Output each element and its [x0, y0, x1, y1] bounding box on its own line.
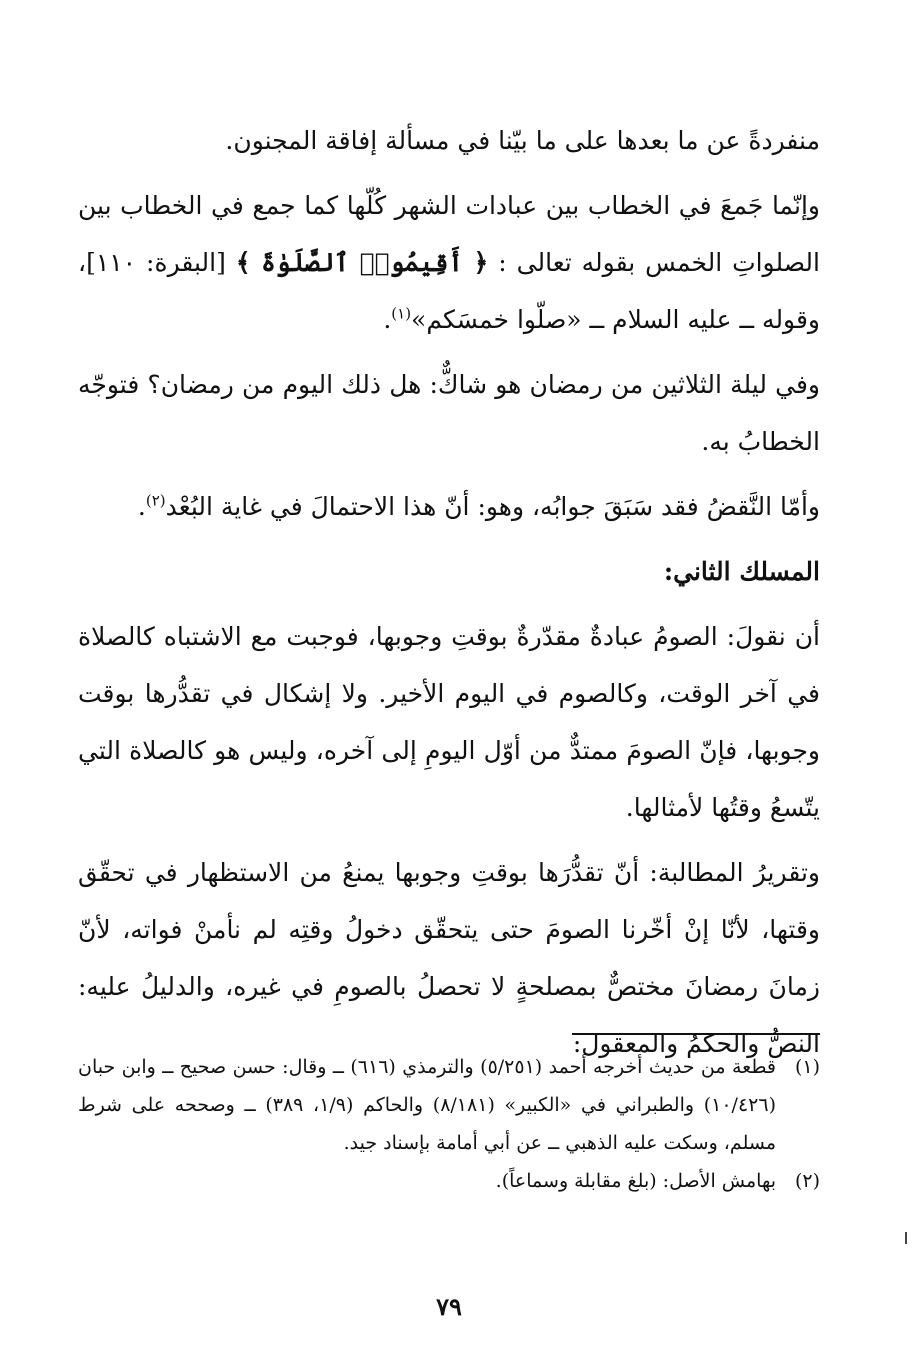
paragraph-5	[78, 608, 820, 836]
paragraph-6-text: وتقريرُ المطالبة: أنّ تقدُّرَها بوقتِ وجوبها يمنعُ من الاستظهار في تحقّق وقتها، لأنّا إنْ أخّرنا الصومَ حتى يتحقّق دخولُ وقتِه لم نأمنْ فواته، لأنّ زمانَ رمضانَ مختصٌّ بمصلحةٍ لا تحصلُ بالصومِ في غيره، والدليلُ عليه: النصُّ والحكمُ والمعقول:	[78, 858, 820, 1058]
footnote-ref-2: (٢)	[145, 491, 166, 510]
paragraph-6	[78, 844, 820, 1072]
page-body	[78, 112, 821, 1321]
paragraph-1	[78, 112, 820, 169]
paragraph-4-end: .	[137, 492, 146, 521]
footnote-2	[78, 1162, 820, 1200]
margin-mark	[905, 1232, 907, 1244]
paragraph-4	[78, 478, 820, 535]
footnote-ref-1: (١)	[391, 304, 412, 323]
paragraph-2	[78, 177, 820, 348]
paragraph-2-end: .	[383, 305, 392, 334]
footnote-1	[78, 1048, 820, 1162]
paragraph-3-text: وفي ليلة الثلاثين من رمضان هو شاكٌّ: هل ذلك اليوم من رمضان؟ فتوجّه الخطابُ به.	[78, 370, 820, 456]
paragraph-2-text-b: [البقرة: ١١٠]، وقوله ــ عليه السلام ــ «صلّوا خمسَكم»	[78, 248, 820, 334]
paragraph-2-text: وإنّما جَمعَ في الخطاب بين عبادات الشهر كُلّها كما جمع في الخطاب بين الصلواتِ الخمس بقوله تعالى :	[78, 191, 820, 277]
paragraph-5-text: أن نقولَ: الصومُ عبادةٌ مقدّرةٌ بوقتِ وجوبها، فوجبت مع الاشتباه كالصلاة في آخر الوقت، وكالصوم في اليوم الأخير. ولا إشكال في تقدُّرها بوقت وجوبها، فإنّ الصومَ ممتدٌّ من أوّل اليومِ إلى آخره، وليس هو كالصلاة التي يتّسعُ وقتُها لأمثالها.	[78, 622, 821, 822]
footnotes	[78, 1048, 820, 1200]
paragraph-1-text: منفردةً عن ما بعدها على ما بيّنا في مسألة إفاقة المجنون.	[225, 126, 820, 155]
footnote-number: (١)	[794, 1056, 820, 1078]
footnote-divider	[572, 1033, 820, 1035]
footnote-text: بهامش الأصل: (بلغ مقابلة وسماعاً).	[495, 1170, 776, 1192]
paragraph-3	[78, 356, 820, 470]
footnote-number: (٢)	[794, 1170, 820, 1192]
section-heading: المسلك الثاني:	[663, 557, 820, 586]
footnote-text: قطعة من حديث أخرجه أحمد (٥/٢٥١) والترمذي (٦١٦) ــ وقال: حسن صحيح ــ وابن حبان (١٠/٤٢٦) والطبراني في «الكبير» (٨/١٨١) والحاكم (١/٩، ٣٨٩) ــ وصححه على شرط مسلم، وسكت عليه الذهبي ــ عن أبي أمامة بإسناد جيد.	[78, 1056, 777, 1154]
paragraph-4-text: وأمّا النَّقضُ فقد سَبَقَ جوابُه، وهو: أنّ هذا الاحتمالَ في غاية البُعْد	[165, 492, 820, 521]
quran-verse: ﴿ أَقِيمُوا۟ ٱلصَّلَوٰةَ ﴾	[235, 248, 489, 277]
page-number: ٧٩	[436, 1292, 462, 1321]
